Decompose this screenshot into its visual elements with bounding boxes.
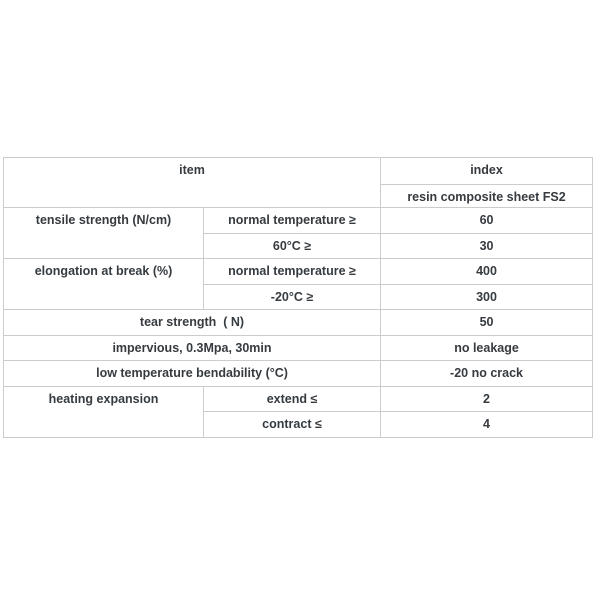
- simple-name-cell: low temperature bendability (°C): [4, 361, 381, 387]
- table-row: [4, 208, 593, 234]
- condition-cell: -20°C ≥: [204, 284, 381, 310]
- table-row: [4, 158, 593, 185]
- table-row: [4, 335, 593, 361]
- value-cell: -20 no crack: [381, 361, 593, 387]
- value-cell: 400: [381, 259, 593, 285]
- table-row: [4, 386, 593, 412]
- table-row: [4, 361, 593, 387]
- value-cell: 4: [381, 412, 593, 438]
- index-product-cell: resin composite sheet FS2: [381, 185, 593, 208]
- header-index-cell: index: [381, 158, 593, 185]
- group-name-cell: elongation at break (%): [4, 259, 204, 310]
- condition-cell: normal temperature ≥: [204, 208, 381, 234]
- value-cell: 300: [381, 284, 593, 310]
- simple-name-cell: tear strength ( N): [4, 310, 381, 336]
- header-item-cell: item: [4, 158, 381, 208]
- value-cell: 2: [381, 386, 593, 412]
- condition-cell: 60°C ≥: [204, 233, 381, 259]
- table-row: [4, 310, 593, 336]
- spec-table: [3, 157, 593, 438]
- table-row: [4, 259, 593, 285]
- condition-cell: contract ≤: [204, 412, 381, 438]
- condition-cell: extend ≤: [204, 386, 381, 412]
- simple-name-cell: impervious, 0.3Mpa, 30min: [4, 335, 381, 361]
- value-cell: 30: [381, 233, 593, 259]
- value-cell: 50: [381, 310, 593, 336]
- group-name-cell: tensile strength (N/cm): [4, 208, 204, 259]
- value-cell: 60: [381, 208, 593, 234]
- group-name-cell: heating expansion: [4, 386, 204, 437]
- condition-cell: normal temperature ≥: [204, 259, 381, 285]
- value-cell: no leakage: [381, 335, 593, 361]
